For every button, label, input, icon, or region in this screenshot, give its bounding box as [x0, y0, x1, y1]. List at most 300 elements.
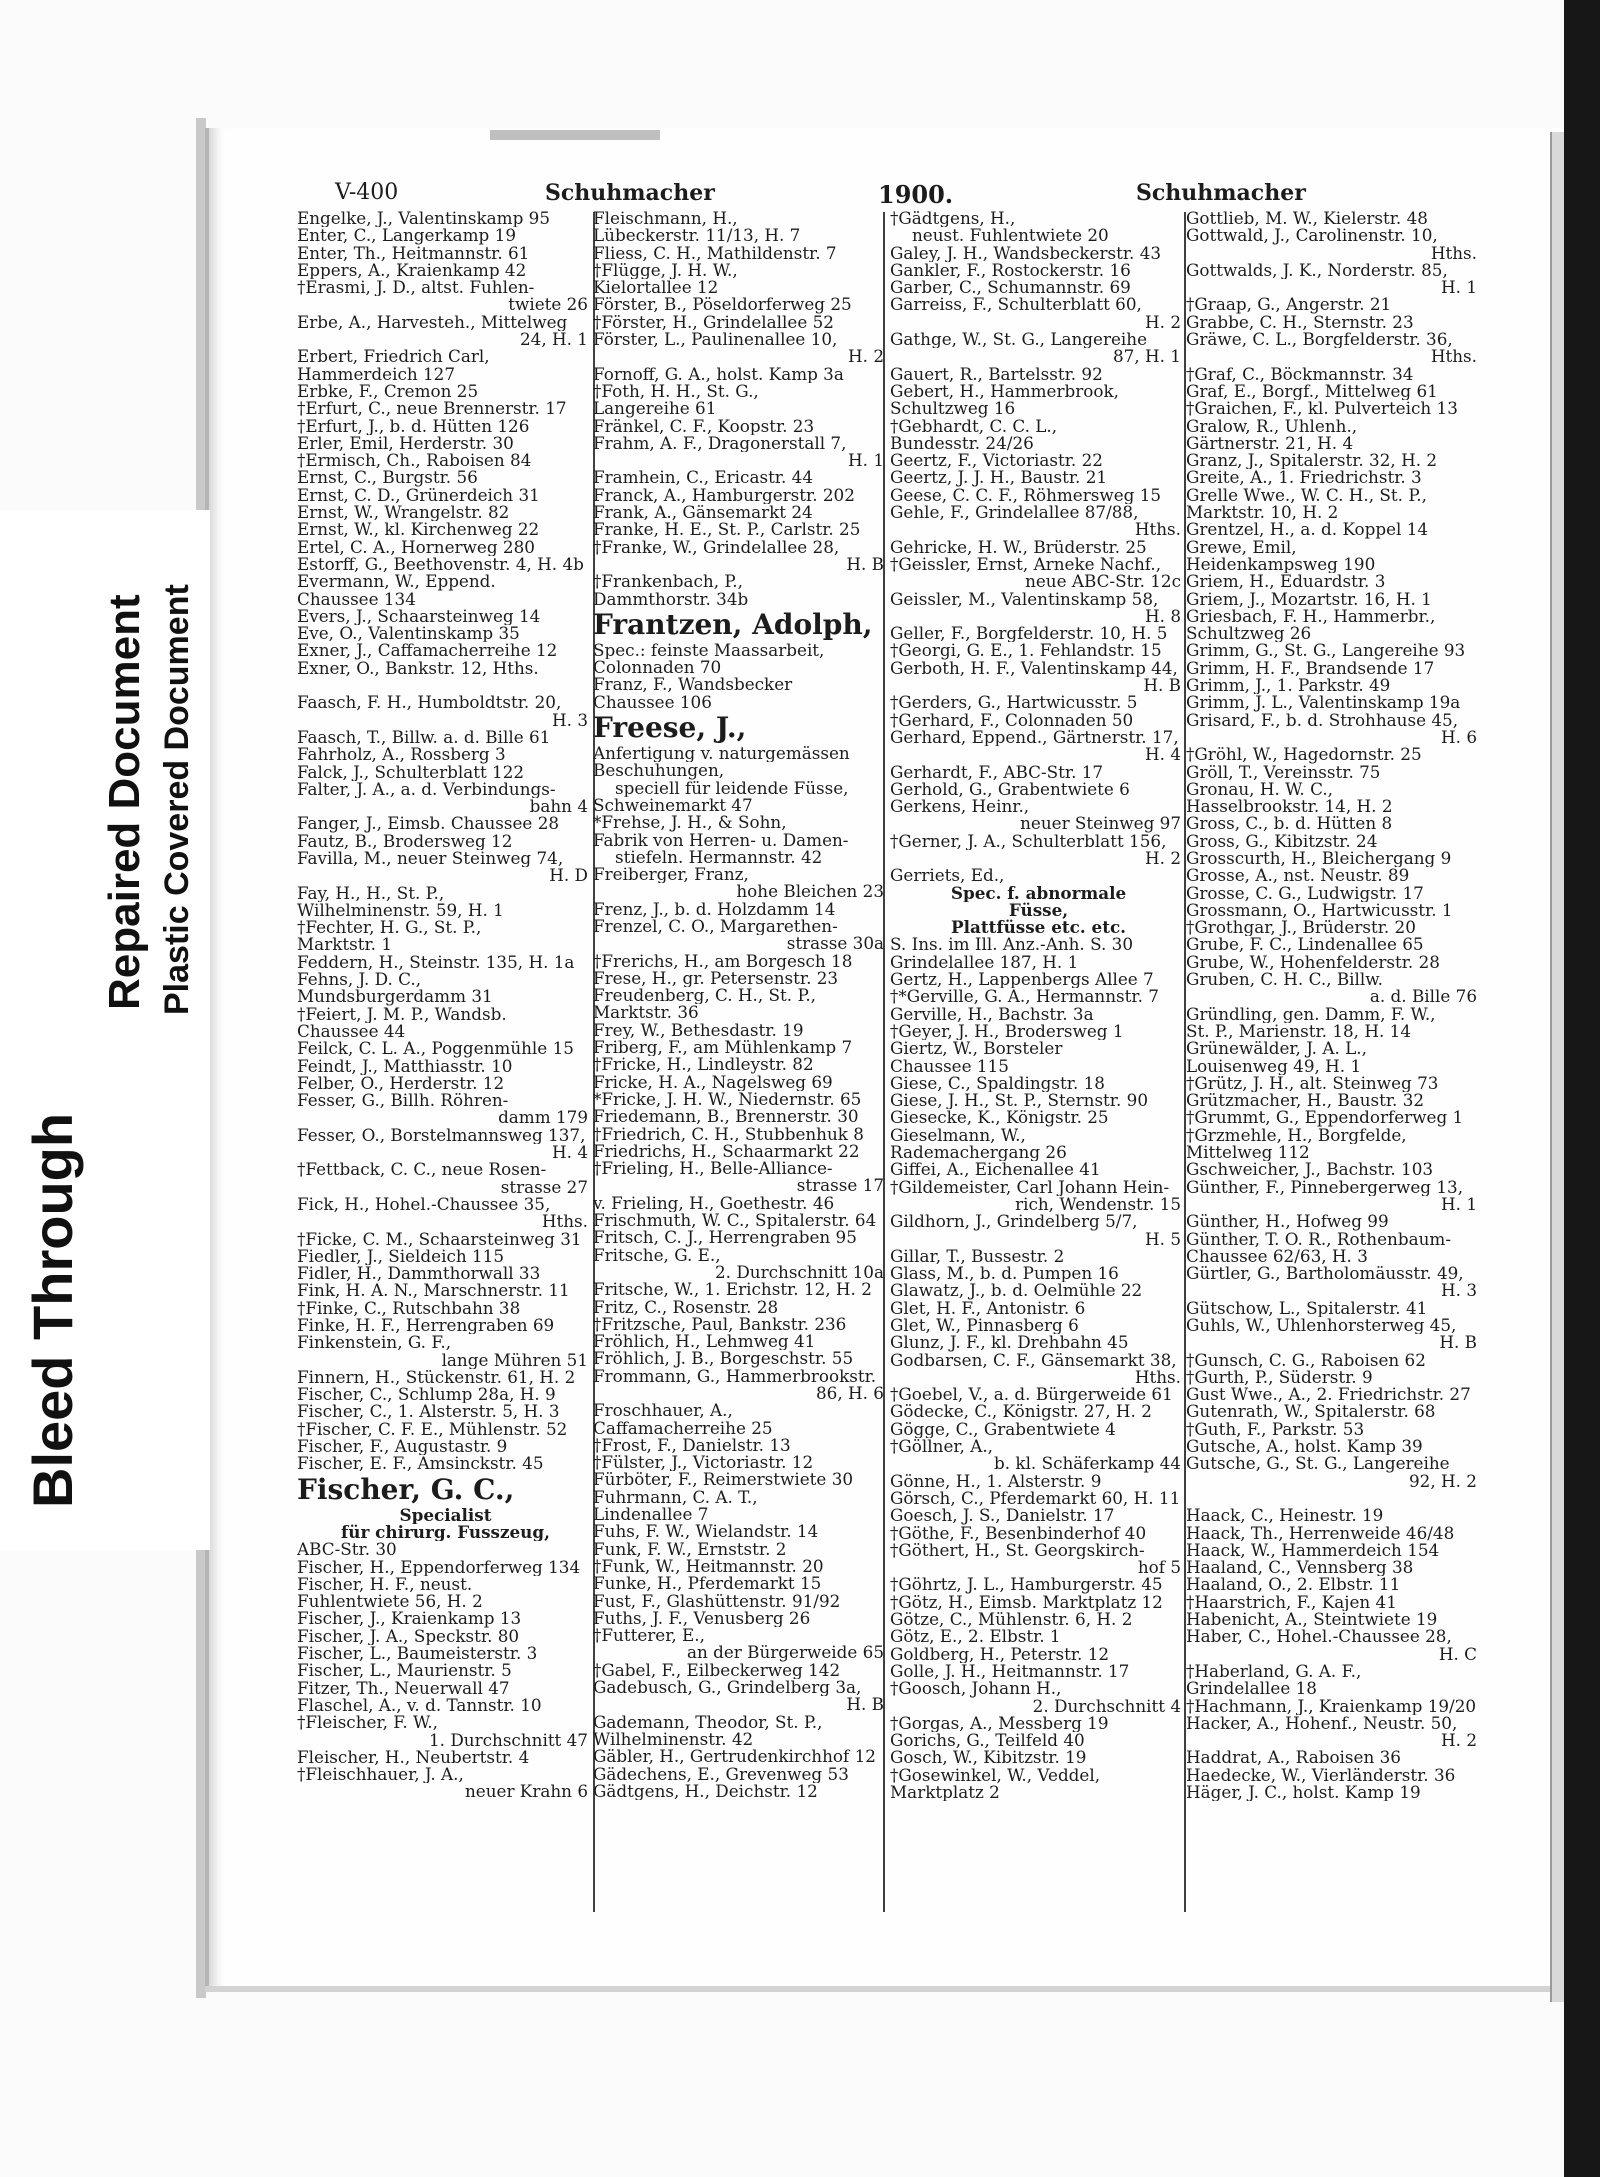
directory-line: H. 4: [1145, 746, 1181, 764]
directory-line: Golle, J. H., Heitmannstr. 17: [890, 1662, 1130, 1681]
directory-line: H. 2: [848, 348, 884, 366]
directory-line: Gehricke, H. W., Brüderstr. 25: [890, 538, 1147, 556]
directory-line: Grützmacher, H., Baustr. 32: [1186, 1092, 1425, 1110]
directory-line: Glunz, J. F., kl. Drehbahn 45: [890, 1334, 1129, 1352]
binding-spine: [1564, 0, 1600, 2177]
directory-line: Fischer, F., Augustastr. 9: [297, 1438, 508, 1456]
directory-line: Fehns, J. D. C.,: [297, 971, 422, 989]
directory-line: †Götz, H., Eimsb. Marktplatz 12: [890, 1593, 1163, 1612]
directory-line: Favilla, M., neuer Steinweg 74,: [297, 849, 564, 868]
directory-line: Hths.: [1430, 244, 1477, 262]
directory-line: Frischmuth, W. C., Spitalerstr. 64: [593, 1212, 877, 1230]
directory-line: Enter, Th., Heitmannstr. 61: [297, 244, 530, 262]
directory-line: Grewe, Emil,: [1186, 538, 1297, 556]
directory-line: Gutenrath, W., Spitalerstr. 68: [1186, 1403, 1436, 1421]
directory-line: Framhein, C., Ericastr. 44: [593, 469, 814, 487]
directory-line: Fürböter, F., Reimerstwiete 30: [593, 1471, 854, 1489]
directory-line: Gottwalds, J. K., Norderstr. 85,: [1186, 261, 1448, 280]
directory-line: Lindenallee 7: [593, 1506, 709, 1524]
label-bleed-through: Bleed Through: [21, 1112, 84, 1508]
directory-line: Grube, F. C., Lindenallee 65: [1186, 936, 1424, 954]
directory-line: †Gerhard, F., Colonnaden 50: [890, 711, 1134, 729]
directory-line: Griesbach, F. H., Hammerbr.,: [1186, 607, 1436, 626]
directory-line: Frommann, G., Hammerbrookstr.: [593, 1367, 877, 1385]
directory-line: b. kl. Schäferkamp 44: [993, 1455, 1181, 1473]
directory-line: †Frost, F., Danielstr. 13: [593, 1436, 791, 1455]
directory-line: Hacker, A., Hohenf., Neustr. 50,: [1186, 1714, 1458, 1733]
directory-line: Froschhauer, A.,: [593, 1402, 733, 1420]
directory-line: Grimm, G., St. G., Langereihe 93: [1186, 642, 1466, 660]
directory-line: S. Ins. im Ill. Anz.-Anh. S. 30: [890, 936, 1134, 954]
directory-line: H. 3: [1441, 1282, 1477, 1300]
directory-line: Greite, A., 1. Friedrichstr. 3: [1186, 469, 1422, 487]
directory-line: Gutsche, A., holst. Kamp 39: [1186, 1438, 1423, 1456]
directory-line: Fischer, L., Maurienstr. 5: [297, 1662, 512, 1680]
directory-line: Fischer, H. F., neust.: [297, 1575, 473, 1594]
directory-line: Giffei, A., Eichenallee 41: [890, 1161, 1101, 1179]
directory-line: Haedecke, W., Vierländerstr. 36: [1186, 1766, 1456, 1785]
directory-line: Heidenkampsweg 190: [1186, 555, 1376, 574]
directory-line: Fay, H., H., St. P.,: [297, 884, 445, 902]
directory-line: Geissler, M., Valentinskamp 58,: [890, 590, 1159, 608]
page-number: V-400: [335, 180, 399, 205]
directory-line: Feilck, C. L. A., Poggenmühle 15: [297, 1040, 574, 1058]
directory-line: Frenzel, C. O., Margarethen-: [593, 917, 838, 936]
directory-line: †Erfurt, C., neue Brennerstr. 17: [297, 400, 567, 418]
directory-line: †Ficke, C. M., Schaarsteinweg 31: [297, 1230, 582, 1248]
directory-line: †Flügge, J. H. W.,: [593, 261, 738, 280]
directory-line: Gerhard, Eppend., Gärtnerstr. 17,: [890, 728, 1179, 747]
directory-line: †Fricke, H., Lindleystr. 82: [593, 1056, 814, 1074]
directory-line: †Geyer, J. H., Brodersweg 1: [890, 1022, 1124, 1041]
directory-line: Giertz, W., Borsteler: [890, 1040, 1063, 1058]
directory-line: †Gröhl, W., Hagedornstr. 25: [1186, 746, 1422, 764]
directory-line: Fink, H. A. N., Marschnerstr. 11: [297, 1282, 570, 1300]
directory-line: strasse 27: [500, 1178, 588, 1196]
directory-line: Fleischmann, H.,: [593, 210, 738, 228]
directory-line: Finke, H. F., Herrengraben 69: [297, 1317, 555, 1335]
directory-line: Grimm, H. F., Brandsende 17: [1186, 659, 1435, 678]
directory-line: a. d. Bille 76: [1369, 988, 1477, 1006]
directory-line: Marktstr. 1: [297, 936, 392, 954]
directory-line: Exner, O., Bankstr. 12, Hths.: [297, 659, 539, 678]
directory-line: Rademachergang 26: [890, 1144, 1067, 1162]
directory-line: Feddern, H., Steinstr. 135, H. 1a: [297, 953, 575, 972]
directory-line: H. 8: [1145, 607, 1181, 626]
directory-line: †Graap, G., Angerstr. 21: [1186, 296, 1392, 314]
directory-line: Freiberger, Franz,: [593, 866, 749, 884]
directory-line: Grosse, C. G., Ludwigstr. 17: [1186, 884, 1424, 902]
directory-line: †Fülster, J., Victoriastr. 12: [593, 1454, 814, 1472]
directory-line: Gertz, H., Lappenbergs Allee 7: [890, 971, 1154, 989]
directory-line: lange Mühren 51: [441, 1351, 588, 1369]
directory-line: 24, H. 1: [519, 331, 588, 349]
directory-line: †Gerner, J. A., Schulterblatt 156,: [890, 832, 1167, 850]
directory-line: Kielortallee 12: [593, 279, 719, 297]
directory-line: Gutsche, G., St. G., Langereihe: [1186, 1455, 1450, 1473]
directory-line: †Goosch, Johann H.,: [890, 1680, 1062, 1698]
directory-line: †*Gerville, G. A., Hermannstr. 7: [890, 988, 1159, 1006]
directory-line: †Graichen, F., kl. Pulverteich 13: [1186, 400, 1458, 418]
directory-line: Grelle Wwe., W. C. H., St. P.,: [1186, 486, 1427, 505]
directory-line: H. 3: [552, 711, 588, 729]
directory-line: Gräwe, C. L., Borgfelderstr. 36,: [1186, 331, 1453, 349]
directory-line: Funke, H., Pferdemarkt 15: [593, 1575, 822, 1593]
directory-line: 1. Durchschnitt 47: [428, 1731, 588, 1749]
directory-column-3: [890, 210, 1187, 1930]
directory-line: Haber, C., Hohel.-Chaussee 28,: [1186, 1628, 1452, 1646]
directory-line: Evermann, W., Eppend.: [297, 573, 496, 591]
directory-line: †Fischer, C. F. E., Mühlenstr. 52: [297, 1420, 568, 1439]
directory-line: Faasch, F. H., Humboldtstr. 20,: [297, 694, 562, 712]
bleed-through-mark: [490, 130, 660, 140]
directory-line: †Grothgar, J., Brüderstr. 20: [1186, 919, 1416, 937]
label-repaired-document: Repaired Document: [100, 594, 149, 1010]
directory-line: Fischer, L., Baumeisterstr. 3: [297, 1645, 538, 1663]
directory-line: Wilhelminenstr. 59, H. 1: [297, 901, 504, 920]
directory-line: Schweinemarkt 47: [593, 796, 753, 815]
directory-line: Griem, H., Eduardstr. 3: [1186, 573, 1386, 591]
directory-line: Goldberg, H., Peterstr. 12: [890, 1645, 1110, 1663]
directory-line: †Gurth, P., Süderstr. 9: [1186, 1368, 1373, 1387]
directory-line: †Fechter, H. G., St. P.,: [297, 919, 482, 937]
directory-line: Fischer, C., 1. Alsterstr. 5, H. 3: [297, 1403, 560, 1421]
directory-line: Plattfüsse etc. etc.: [950, 919, 1127, 937]
directory-line: †Fritzsche, Paul, Bankstr. 236: [593, 1315, 847, 1334]
directory-line: H. 1: [1441, 1195, 1477, 1214]
directory-line: Franck, A., Hamburgerstr. 202: [593, 486, 855, 505]
directory-line: Hammerdeich 127: [297, 365, 456, 383]
running-head-year: 1900.: [878, 180, 954, 209]
directory-line: Fick, H., Hohel.-Chaussee 35,: [297, 1195, 551, 1214]
directory-line: Haaland, O., 2. Elbstr. 11: [1186, 1576, 1401, 1594]
directory-line: hohe Bleichen 23: [736, 883, 884, 901]
directory-line: 86, H. 6: [815, 1385, 884, 1403]
directory-line: 2. Durchschnitt 4: [1032, 1697, 1181, 1715]
directory-line: Spec. f. abnormale: [950, 884, 1127, 902]
directory-line: Fautz, B., Brodersweg 12: [297, 832, 513, 850]
directory-line: Günther, H., Hofweg 99: [1186, 1213, 1389, 1231]
directory-line: Franke, H. E., St. P., Carlstr. 25: [593, 521, 861, 539]
directory-line: Fust, F., Glashüttenstr. 91/92: [593, 1592, 841, 1610]
directory-line: Hasselbrookstr. 14, H. 2: [1186, 798, 1393, 816]
directory-line: Gärtnerstr. 21, H. 4: [1186, 434, 1354, 453]
directory-line: H. 4: [552, 1144, 588, 1162]
directory-line: strasse 30a: [786, 935, 884, 953]
directory-line: †Göllner, A.,: [890, 1438, 994, 1456]
directory-line: †Gosewinkel, W., Veddel,: [890, 1766, 1101, 1785]
directory-line: Chaussee 106: [593, 693, 712, 712]
directory-line: Götze, C., Mühlenstr. 6, H. 2: [890, 1611, 1133, 1629]
directory-line: H. 5: [1145, 1230, 1181, 1248]
directory-line: H. 2: [1441, 1732, 1477, 1750]
directory-line: †Graf, C., Böckmannstr. 34: [1186, 365, 1414, 383]
directory-line: Gauert, R., Bartelsstr. 92: [890, 365, 1103, 383]
directory-line: Friedrichs, H., Schaarmarkt 22: [593, 1142, 860, 1161]
directory-line: Louisenweg 49, H. 1: [1186, 1057, 1362, 1075]
directory-line: Funk, F. W., Ernststr. 2: [593, 1540, 787, 1558]
directory-line: Falter, J. A., a. d. Verbindungs-: [297, 780, 556, 799]
directory-line: Anfertigung v. naturgemässen: [593, 745, 850, 763]
directory-line: †Gerders, G., Hartwicusstr. 5: [890, 694, 1138, 712]
directory-line: Spec.: feinste Maassarbeit,: [593, 641, 825, 660]
directory-line: Fleischer, H., Neubertstr. 4: [297, 1748, 530, 1767]
directory-line: Chaussee 134: [297, 590, 416, 608]
directory-line: Finnern, H., Stückenstr. 61, H. 2: [297, 1368, 576, 1387]
directory-line: H. B: [846, 555, 884, 574]
directory-column-1: [297, 210, 594, 1930]
directory-line: Fischer, H., Eppendorferweg 134: [297, 1558, 581, 1576]
directory-line: Grisard, F., b. d. Strohhause 45,: [1186, 711, 1459, 729]
directory-line: Geese, C. C. F., Röhmersweg 15: [890, 486, 1162, 505]
directory-line: Ernst, C. D., Grünerdeich 31: [297, 486, 540, 505]
directory-line: Gust Wwe., A., 2. Friedrichstr. 27: [1186, 1386, 1471, 1404]
directory-line: Fabrik von Herren- u. Damen-: [593, 831, 849, 849]
directory-line: Giesecke, K., Königstr. 25: [890, 1109, 1109, 1127]
directory-line: †Erasmi, J. D., altst. Fuhlen-: [297, 279, 535, 297]
directory-line: Gorichs, G., Teilfeld 40: [890, 1732, 1085, 1750]
directory-line: †Funk, W., Heitmannstr. 20: [593, 1557, 824, 1576]
directory-line: Ernst, W., kl. Kirchenweg 22: [297, 521, 540, 539]
directory-line: Erbke, F., Cremon 25: [297, 382, 479, 401]
directory-line: Mundsburgerdamm 31: [297, 988, 493, 1006]
directory-line: Evers, J., Schaarsteinweg 14: [297, 607, 541, 626]
directory-line: Gottwald, J., Carolinenstr. 10,: [1186, 227, 1438, 245]
directory-line: H. 1: [1441, 279, 1477, 297]
directory-line: Fuhrmann, C. A. T.,: [593, 1488, 758, 1507]
directory-line: Grosscurth, H., Bleichergang 9: [1186, 849, 1452, 868]
directory-line: Guhls, W., Uhlenhorsterweg 45,: [1186, 1317, 1457, 1335]
directory-line: †Förster, H., Grindelallee 52: [593, 313, 834, 332]
directory-line: Fröhlich, H., Lehmweg 41: [593, 1333, 816, 1351]
directory-line: Füsse,: [1008, 901, 1069, 920]
directory-line: H. B: [1439, 1334, 1477, 1352]
directory-line: Hths.: [1134, 1368, 1181, 1387]
directory-line: Bundesstr. 24/26: [890, 434, 1034, 453]
directory-line: v. Frieling, H., Goethestr. 46: [593, 1194, 835, 1213]
directory-line: rich, Wendenstr. 15: [1015, 1195, 1181, 1214]
directory-line: Caffamacherreihe 25: [593, 1419, 773, 1437]
directory-line: Grube, W., Hohenfelderstr. 28: [1186, 953, 1440, 972]
directory-line: Görsch, C., Pferdemarkt 60, H. 11: [890, 1489, 1181, 1508]
directory-line: Gäbler, H., Gertrudenkirchhof 12: [593, 1748, 876, 1766]
directory-line: H. 2: [1145, 313, 1181, 332]
directory-line: Exner, J., Caffamacherreihe 12: [297, 642, 558, 660]
directory-line: Griem, J., Mozartstr. 16, H. 1: [1186, 590, 1432, 608]
directory-line: Godbarsen, C. F., Gänsemarkt 38,: [890, 1351, 1177, 1369]
directory-line: Goesch, J. S., Danielstr. 17: [890, 1507, 1115, 1525]
directory-line: Dammthorstr. 34b: [593, 590, 749, 608]
directory-line: Fidler, H., Dammthorwall 33: [297, 1265, 541, 1283]
directory-line: Gerhardt, F., ABC-Str. 17: [890, 763, 1104, 781]
directory-line: Gillar, T., Bussestr. 2: [890, 1247, 1065, 1266]
directory-line: Glawatz, J., b. d. Oelmühle 22: [890, 1282, 1143, 1300]
directory-line: Hths.: [1134, 521, 1181, 539]
directory-line: Fritsch, C. J., Herrengraben 95: [593, 1229, 857, 1247]
directory-line: †Göthert, H., St. Georgskirch-: [890, 1541, 1145, 1560]
directory-line: neust. Fuhlentwiete 20: [912, 227, 1109, 245]
directory-line: Fliess, C. H., Mathildenstr. 7: [593, 244, 837, 262]
directory-line: Fränkel, C. F., Koopstr. 23: [593, 417, 815, 435]
directory-line: Haack, Th., Herrenweide 46/48: [1186, 1524, 1455, 1542]
directory-line: hof 5: [1137, 1559, 1181, 1577]
directory-line: Felber, O., Herderstr. 12: [297, 1074, 505, 1093]
directory-line: Gütschow, L., Spitalerstr. 41: [1186, 1299, 1428, 1317]
directory-line: twiete 26: [508, 296, 588, 314]
directory-line: 87, H. 1: [1112, 348, 1181, 366]
directory-line: Marktplatz 2: [890, 1784, 1000, 1802]
directory-line: †Goebel, V., a. d. Bürgerweide 61: [890, 1386, 1173, 1404]
directory-line: Gründling, gen. Damm, F. W.,: [1186, 1005, 1436, 1023]
directory-line: †Foth, H. H., St. G.,: [593, 382, 759, 401]
directory-line: Grentzel, H., a. d. Koppel 14: [1186, 521, 1429, 539]
directory-line: Fitzer, Th., Neuerwall 47: [297, 1679, 510, 1697]
directory-line: Galey, J. H., Wandsbeckerstr. 43: [890, 244, 1162, 262]
directory-line: Fuhlentwiete 56, H. 2: [297, 1593, 483, 1611]
directory-line: ABC-Str. 30: [297, 1541, 397, 1559]
directory-line: †Gädtgens, H.,: [890, 210, 1016, 228]
directory-line: Fischer, C., Schlump 28a, H. 9: [297, 1386, 556, 1404]
directory-line: Erler, Emil, Herderstr. 30: [297, 434, 514, 453]
directory-line: Gankler, F., Rostockerstr. 16: [890, 261, 1131, 280]
directory-line: Glet, W., Pinnasberg 6: [890, 1317, 1079, 1335]
directory-line: H. 2: [1145, 849, 1181, 868]
directory-line: Fritsche, G. E.,: [593, 1246, 721, 1264]
directory-line: speciell für leidende Füsse,: [615, 779, 849, 797]
directory-line: Gademann, Theodor, St. P.,: [593, 1713, 823, 1731]
directory-line: Günther, F., Pinnebergerweg 13,: [1186, 1178, 1464, 1196]
directory-line: †Erfurt, J., b. d. Hütten 126: [297, 417, 530, 435]
directory-line: Mittelweg 112: [1186, 1144, 1310, 1162]
directory-line: H. B: [846, 1696, 884, 1714]
directory-line: Günther, T. O. R., Rothenbaum-: [1186, 1230, 1451, 1248]
directory-line: Grimm, J. L., Valentinskamp 19a: [1186, 694, 1461, 712]
directory-line: Götz, E., 2. Elbstr. 1: [890, 1628, 1061, 1646]
directory-line: Chaussee 115: [890, 1057, 1009, 1075]
directory-line: Habenicht, A., Steintwiete 19: [1186, 1611, 1438, 1629]
directory-line: Gadebusch, G., Grindelberg 3a,: [593, 1679, 862, 1697]
directory-line: Freese, J.,: [593, 711, 747, 745]
directory-line: Gathge, W., St. G., Langereihe: [890, 331, 1148, 349]
directory-line: Falck, J., Schulterblatt 122: [297, 763, 525, 781]
directory-line: †Göhrtz, J. L., Hamburgerstr. 45: [890, 1576, 1163, 1594]
directory-line: Friedemann, B., Brennerstr. 30: [593, 1108, 859, 1126]
directory-line: Gürtler, G., Bartholomäusstr. 49,: [1186, 1265, 1464, 1283]
directory-line: Gildhorn, J., Grindelberg 5/7,: [890, 1213, 1138, 1231]
directory-line: H. B: [1143, 677, 1181, 695]
directory-line: Schultzweg 16: [890, 400, 1016, 418]
directory-line: Colonnaden 70: [593, 659, 722, 677]
directory-line: stiefeln. Hermannstr. 42: [615, 848, 823, 867]
directory-line: Gronau, H. W. C.,: [1186, 780, 1334, 799]
directory-line: Fischer, E. F., Amsinckstr. 45: [297, 1455, 544, 1473]
directory-line: Gralow, R., Uhlenh.,: [1186, 417, 1358, 435]
directory-line: Beschuhungen,: [593, 762, 725, 780]
directory-line: Frese, H., gr. Petersenstr. 23: [593, 969, 839, 988]
directory-line: †Finke, C., Rutschbahn 38: [297, 1299, 521, 1317]
directory-line: Grindelallee 187, H. 1: [890, 953, 1079, 972]
directory-line: Frenz, J., b. d. Holzdamm 14: [593, 900, 836, 918]
directory-line: Marktstr. 36: [593, 1004, 699, 1022]
directory-line: †Ermisch, Ch., Raboisen 84: [297, 452, 532, 470]
directory-line: bahn 4: [529, 798, 588, 816]
directory-line: Ertel, C. A., Hornerweg 280: [297, 538, 535, 556]
directory-line: Fischer, G. C.,: [297, 1472, 515, 1506]
directory-line: Gosch, W., Kibitzstr. 19: [890, 1749, 1087, 1767]
directory-column-2: [593, 210, 890, 1930]
directory-line: Grabbe, C. H., Sternstr. 23: [1186, 313, 1414, 332]
directory-line: Enter, C., Langerkamp 19: [297, 227, 516, 245]
directory-line: Fornoff, G. A., holst. Kamp 3a: [593, 365, 844, 383]
directory-line: Ernst, W., Wrangelstr. 82: [297, 504, 510, 522]
directory-line: Chaussee 44: [297, 1022, 406, 1041]
directory-line: Fröhlich, J. B., Borgeschstr. 55: [593, 1350, 854, 1368]
directory-line: Grossmann, O., Hartwicusstr. 1: [1186, 901, 1453, 920]
directory-line: H. 6: [1441, 728, 1477, 747]
directory-line: Haaland, C., Vennsberg 38: [1186, 1559, 1414, 1577]
directory-line: Gottlieb, M. W., Kielerstr. 48: [1186, 210, 1428, 228]
directory-line: Fuhs, F. W., Wielandstr. 14: [593, 1523, 819, 1541]
directory-line: Giese, J. H., St. P., Sternstr. 90: [890, 1092, 1149, 1110]
directory-line: Hths.: [1430, 348, 1477, 366]
directory-line: Gieselmann, W.,: [890, 1126, 1026, 1145]
directory-line: Gerriets, Ed.,: [890, 867, 1005, 885]
directory-line: Grindelallee 18: [1186, 1680, 1317, 1698]
directory-line: Flaschel, A., v. d. Tannstr. 10: [297, 1696, 542, 1715]
directory-line: für chirurg. Fusszeug,: [341, 1523, 550, 1542]
directory-line: †Gorgas, A., Messberg 19: [890, 1714, 1109, 1733]
directory-line: Wilhelminenstr. 42: [593, 1730, 754, 1749]
directory-line: Frank, A., Gänsemarkt 24: [593, 504, 813, 522]
directory-line: Grimm, J., 1. Parkstr. 49: [1186, 677, 1391, 695]
directory-line: Fischer, J. A., Speckstr. 80: [297, 1627, 520, 1646]
directory-line: H. C: [1438, 1645, 1477, 1663]
directory-line: Lübeckerstr. 11/13, H. 7: [593, 227, 801, 245]
directory-line: †Frerichs, H., am Borgesch 18: [593, 952, 853, 970]
directory-line: Haack, C., Heinestr. 19: [1186, 1507, 1384, 1525]
directory-line: †Gunsch, C. G., Raboisen 62: [1186, 1351, 1426, 1369]
directory-line: †Frieling, H., Belle-Alliance-: [593, 1160, 833, 1178]
directory-line: Gerkens, Heinr.,: [890, 798, 1030, 816]
directory-line: St. P., Marienstr. 18, H. 14: [1186, 1022, 1411, 1041]
directory-line: Gönne, H., 1. Alsterstr. 9: [890, 1472, 1102, 1490]
directory-line: Friberg, F., am Mühlenkamp 7: [593, 1039, 853, 1057]
directory-line: Gögge, C., Grabentwiete 4: [890, 1420, 1116, 1439]
label-plastic-covered: Plastic Covered Document: [158, 584, 196, 1015]
directory-line: †Göthe, F., Besenbinderhof 40: [890, 1524, 1147, 1542]
directory-line: †Hachmann, J., Kraienkamp 19/20: [1186, 1697, 1477, 1715]
running-head-left: Schuhmacher: [545, 180, 715, 206]
directory-column-4: [1186, 210, 1483, 1930]
directory-line: Finkenstein, G. F.,: [297, 1334, 452, 1352]
directory-line: damm 179: [498, 1109, 588, 1127]
directory-line: Frahm, A. F., Dragonerstall 7,: [593, 434, 847, 453]
directory-line: Fahrholz, A., Rossberg 3: [297, 746, 506, 764]
directory-line: Gröll, T., Vereinsstr. 75: [1186, 763, 1381, 781]
directory-line: Feindt, J., Matthiasstr. 10: [297, 1057, 513, 1075]
directory-line: †Guth, F., Parkstr. 53: [1186, 1420, 1365, 1439]
directory-line: Frey, W., Bethesdastr. 19: [593, 1021, 804, 1040]
directory-line: Graf, E., Borgf., Mittelweg 61: [1186, 382, 1438, 401]
directory-line: †Grummt, G., Eppendorferweg 1: [1186, 1109, 1464, 1127]
directory-line: Grosse, A., nst. Neustr. 89: [1186, 867, 1410, 885]
directory-line: Garreiss, F., Schulterblatt 60,: [890, 296, 1142, 314]
directory-line: Gödecke, C., Königstr. 27, H. 2: [890, 1403, 1152, 1421]
directory-line: Fritsche, W., 1. Erichstr. 12, H. 2: [593, 1281, 872, 1299]
directory-line: †Geissler, Ernst, Arneke Nachf.,: [890, 555, 1162, 574]
directory-line: *Frehse, J. H., & Sohn,: [593, 814, 787, 832]
directory-line: an der Bürgerweide 65: [686, 1644, 884, 1662]
